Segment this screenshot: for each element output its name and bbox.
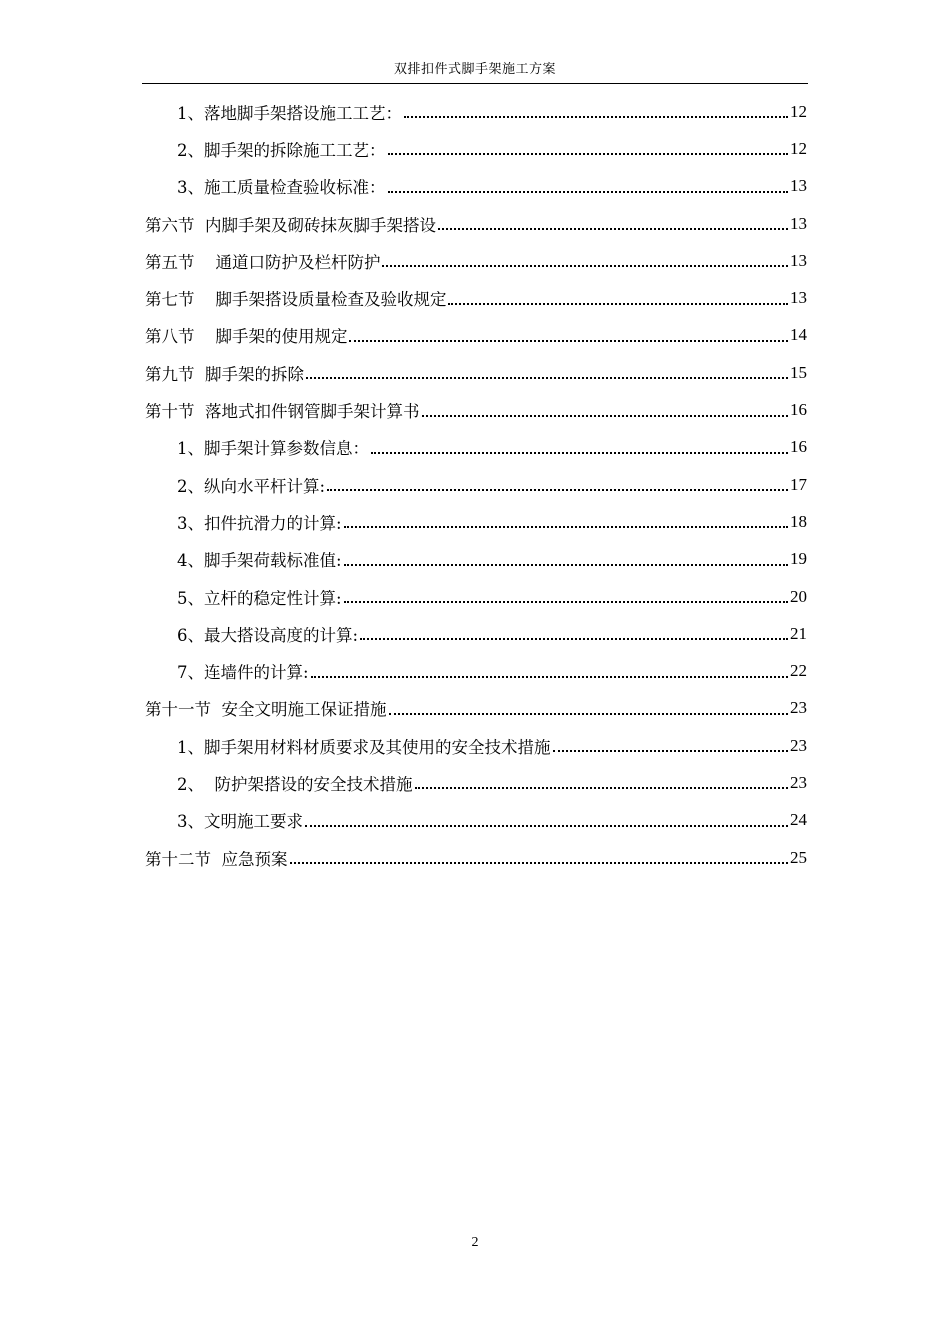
- toc-dot-leader: [404, 115, 788, 118]
- toc-dot-leader: [382, 264, 788, 267]
- toc-entry-page: 19: [790, 549, 807, 569]
- toc-entry-page: 23: [790, 698, 807, 718]
- toc-entry-page: 14: [790, 325, 807, 345]
- toc-dot-leader: [388, 152, 789, 155]
- toc-entry-page: 20: [790, 586, 807, 606]
- toc-dot-leader: [438, 227, 788, 230]
- toc-dot-leader: [448, 302, 788, 305]
- toc-entry-label: 第十节 落地式扣件钢管脚手架计算书: [145, 402, 420, 422]
- toc-entry[interactable]: [145, 652, 807, 689]
- toc-dot-leader: [305, 824, 788, 827]
- toc-entry-page: 21: [790, 623, 807, 643]
- toc-entry[interactable]: [145, 205, 807, 242]
- toc-entry-page: 16: [790, 437, 807, 457]
- toc-entry-page: 24: [790, 810, 807, 830]
- toc-entry-page: 13: [790, 176, 807, 196]
- toc-entry[interactable]: [145, 168, 807, 205]
- toc-entry-label: 6、最大搭设高度的计算:: [177, 625, 359, 645]
- toc-entry-label: 第五节 通道口防护及栏杆防护: [145, 252, 381, 272]
- toc-dot-leader: [344, 563, 788, 566]
- toc-dot-leader: [360, 637, 788, 640]
- toc-entry-label: 4、脚手架荷载标准值:: [177, 551, 342, 571]
- toc-dot-leader: [344, 600, 788, 603]
- toc-entry[interactable]: [145, 317, 807, 354]
- toc-dot-leader: [344, 525, 788, 528]
- toc-entry[interactable]: [145, 279, 807, 316]
- toc-dot-leader: [306, 376, 788, 379]
- toc-entry[interactable]: [145, 466, 807, 503]
- toc-entry-page: 13: [790, 250, 807, 270]
- toc-entry[interactable]: [145, 578, 807, 615]
- toc-entry-page: 12: [790, 138, 807, 158]
- page-number: 2: [471, 1235, 479, 1250]
- toc-entry[interactable]: [145, 802, 807, 839]
- toc-entry-label: 5、立杆的稳定性计算:: [177, 588, 342, 608]
- toc-entry-label: 第八节 脚手架的使用规定: [145, 327, 348, 347]
- running-header: 双排扣件式脚手架施工方案: [393, 62, 556, 77]
- header-rule: [142, 83, 808, 84]
- toc-entry-label: 第六节 内脚手架及砌砖抹灰脚手架搭设: [145, 215, 436, 235]
- toc-entry-page: 13: [790, 288, 807, 308]
- toc-entry[interactable]: [145, 764, 807, 801]
- toc-entry-page: 22: [790, 661, 807, 681]
- toc-entry-label: 2、 防护架搭设的安全技术措施: [177, 774, 413, 794]
- toc-entry-label: 7、连墙件的计算:: [177, 663, 309, 683]
- toc-entry-label: 第九节 脚手架的拆除: [145, 364, 304, 384]
- toc-entry[interactable]: [145, 503, 807, 540]
- toc-entry[interactable]: [145, 727, 807, 764]
- toc-entry[interactable]: [145, 690, 807, 727]
- toc-dot-leader: [389, 712, 789, 715]
- toc-entry[interactable]: [145, 242, 807, 279]
- toc-entry-label: 3、扣件抗滑力的计算:: [177, 513, 342, 533]
- toc-entry-page: 23: [790, 772, 807, 792]
- table-of-contents: [145, 93, 807, 876]
- toc-entry-page: 16: [790, 400, 807, 420]
- toc-entry-label: 1、落地脚手架搭设施工工艺：: [177, 103, 402, 123]
- toc-entry-label: 第七节 脚手架搭设质量检查及验收规定: [145, 290, 447, 310]
- toc-entry-label: 3、施工质量检查验收标准：: [177, 178, 386, 198]
- toc-entry[interactable]: [145, 615, 807, 652]
- toc-dot-leader: [327, 488, 788, 491]
- toc-dot-leader: [553, 749, 789, 752]
- toc-entry-label: 2、脚手架的拆除施工工艺：: [177, 140, 386, 160]
- toc-entry-page: 25: [790, 847, 807, 867]
- toc-dot-leader: [422, 414, 789, 417]
- toc-dot-leader: [290, 861, 789, 864]
- toc-entry-page: 17: [790, 474, 807, 494]
- toc-entry[interactable]: [145, 839, 807, 876]
- toc-entry[interactable]: [145, 391, 807, 428]
- toc-dot-leader: [371, 451, 788, 454]
- toc-entry-page: 13: [790, 213, 807, 233]
- toc-entry-label: 2、纵向水平杆计算:: [177, 476, 326, 496]
- toc-entry-label: 1、脚手架用材料材质要求及其使用的安全技术措施: [177, 737, 551, 757]
- toc-entry-page: 18: [790, 511, 807, 531]
- toc-entry-label: 第十二节 应急预案: [145, 849, 288, 869]
- toc-entry-label: 3、文明施工要求: [177, 812, 303, 832]
- toc-entry[interactable]: [145, 429, 807, 466]
- toc-entry-label: 1、脚手架计算参数信息：: [177, 439, 369, 459]
- toc-dot-leader: [388, 190, 789, 193]
- toc-entry-page: 15: [790, 362, 807, 382]
- toc-entry-page: 23: [790, 735, 807, 755]
- toc-entry-label: 第十一节 安全文明施工保证措施: [145, 700, 387, 720]
- toc-entry[interactable]: [145, 130, 807, 167]
- toc-entry[interactable]: [145, 541, 807, 578]
- toc-entry[interactable]: [145, 93, 807, 130]
- toc-entry[interactable]: [145, 354, 807, 391]
- toc-entry-page: 12: [790, 101, 807, 121]
- toc-dot-leader: [349, 339, 788, 342]
- toc-dot-leader: [415, 786, 789, 789]
- toc-dot-leader: [311, 675, 788, 678]
